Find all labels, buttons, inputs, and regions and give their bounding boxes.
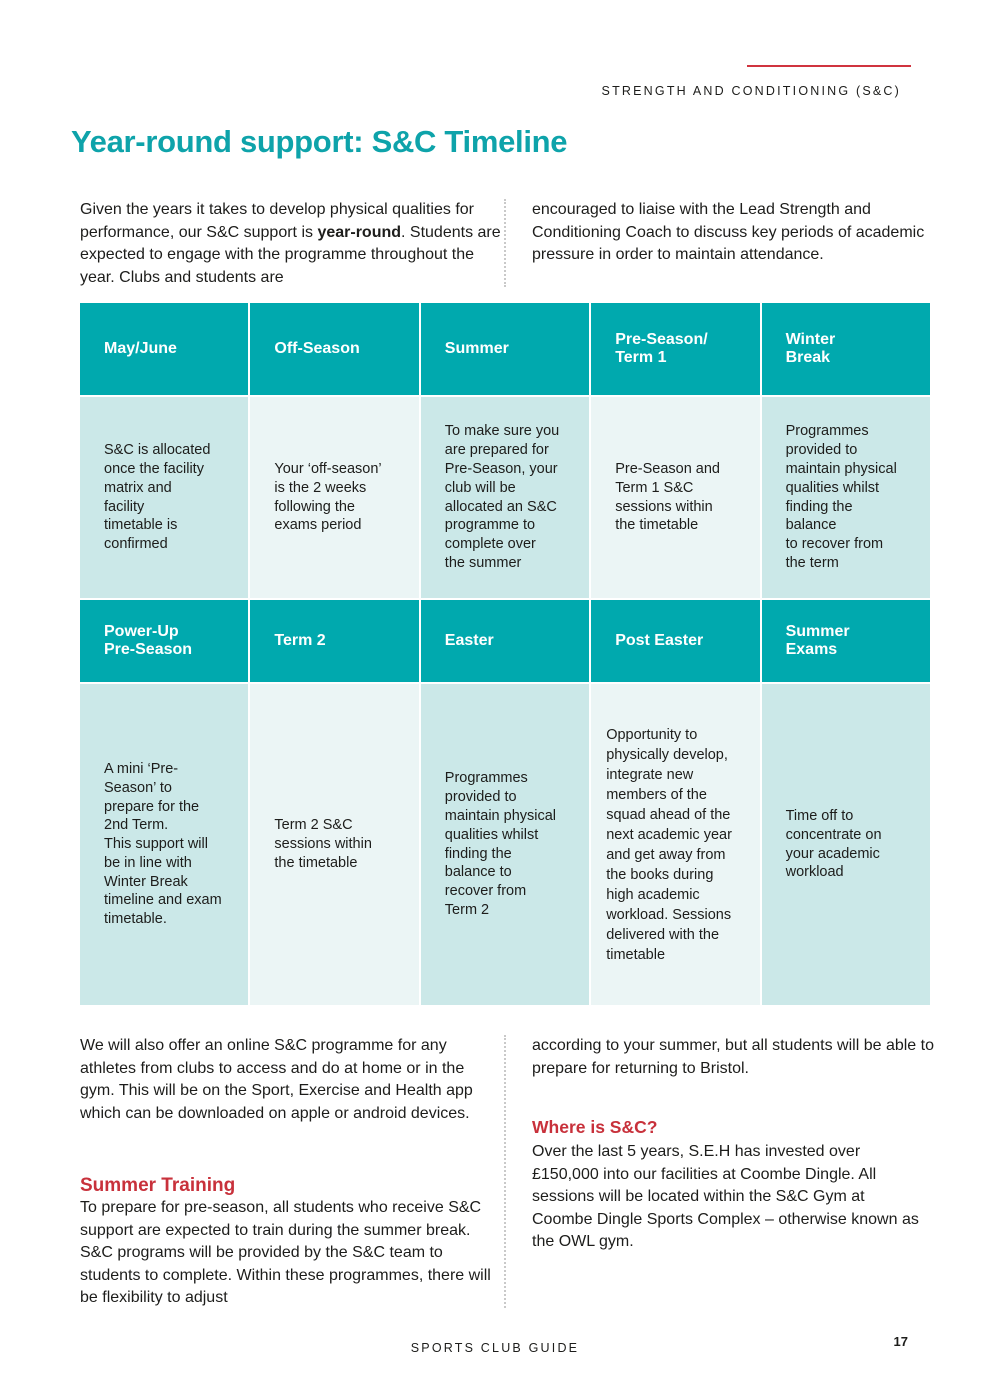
timeline-header-term-2: Term 2 — [250, 600, 418, 682]
summer-training-paragraph: To prepare for pre-season, all students who receive S&C support are expected to train during the summer break. S&C programs will be provided by the S&C team to students to complete. Within these programmes, there will be flexibility to adjust — [80, 1199, 491, 1306]
page-number: 17 — [893, 1334, 908, 1349]
timeline-grid — [80, 303, 930, 1001]
timeline-body-power-up-pre-season: A mini ‘Pre- Season’ to prepare for the 2nd Term. This support will be in line with Winter Break timeline and exam timetable. — [80, 684, 248, 1005]
intro-column-divider — [504, 199, 506, 287]
timeline-body-off-season: Your ‘off-season’ is the 2 weeks following the exams period — [250, 397, 418, 598]
timeline-header-pre-season-term-1: Pre-Season/ Term 1 — [591, 303, 759, 395]
timeline-body-summer-exams: Time off to concentrate on your academic workload — [762, 684, 930, 1005]
summer-training-continued: according to your summer, but all students will be able to prepare for returning to Bristol. — [532, 1037, 934, 1077]
timeline-body-winter-break: Programmes provided to maintain physical qualities whilst finding the balance to recover from the term — [762, 397, 930, 598]
lower-column-divider — [504, 1035, 506, 1308]
timeline-header-summer-exams: Summer Exams — [762, 600, 930, 682]
timeline-header-winter-break: Winter Break — [762, 303, 930, 395]
timeline-header-summer: Summer — [421, 303, 589, 395]
page-title: Year-round support: S&C Timeline — [71, 124, 568, 159]
timeline-body-post-easter: Opportunity to physically develop, integrate new members of the squad ahead of the next academic year and get away from the books during high academic workload. Sessions delivered with the timetable — [591, 684, 759, 1005]
timeline-header-may-june: May/June — [80, 303, 248, 395]
timeline-body-may-june: S&C is allocated once the facility matrix and facility timetable is confirmed — [80, 397, 248, 598]
timeline-body-pre-season-term-1: Pre-Season and Term 1 S&C sessions within the timetable — [591, 397, 759, 598]
intro-left-bold: year-round — [317, 223, 402, 241]
intro-right-paragraph: encouraged to liaise with the Lead Strength and Conditioning Coach to discuss key periods of academic pressure in order to maintain attendance. — [532, 201, 925, 263]
online-programme-paragraph: We will also offer an online S&C programme for any athletes from clubs to access and do at home or in the gym. This will be on the Sport, Exercise and Health app which can be downloaded on apple or android devices. — [80, 1037, 473, 1122]
where-is-sc-paragraph: Over the last 5 years, S.E.H has invested over £150,000 into our facilities at Coombe Dingle. All sessions will be located within the S&C Gym at Coombe Dingle Sports Complex – otherwise known as the OWL gym. — [532, 1143, 919, 1250]
timeline-header-power-up-pre-season: Power-Up Pre-Season — [80, 600, 248, 682]
footer-label: SPORTS CLUB GUIDE — [410, 1341, 580, 1355]
intro-left-text: Given the years it takes to develop physical qualities for performance, our S&C support is — [80, 201, 474, 241]
timeline-body-term-2: Term 2 S&C sessions within the timetable — [250, 684, 418, 1005]
header-red-rule — [747, 65, 911, 67]
where-is-sc-heading: Where is S&C? — [532, 1117, 658, 1137]
summer-training-heading: Summer Training — [80, 1175, 236, 1196]
timeline-body-summer: To make sure you are prepared for Pre-Season, your club will be allocated an S&C programme to complete over the summer — [421, 397, 589, 598]
timeline-header-post-easter: Post Easter — [591, 600, 759, 682]
timeline-header-off-season: Off-Season — [250, 303, 418, 395]
intro-left-paragraph — [80, 199, 510, 289]
timeline-header-easter: Easter — [421, 600, 589, 682]
section-label: STRENGTH AND CONDITIONING (S&C) — [601, 84, 901, 98]
timeline-body-easter: Programmes provided to maintain physical qualities whilst finding the balance to recover from Term 2 — [421, 684, 589, 1005]
intro-left-text-end: . Students are expected to engage with the programme throughout the year. Clubs and students are — [80, 223, 501, 286]
